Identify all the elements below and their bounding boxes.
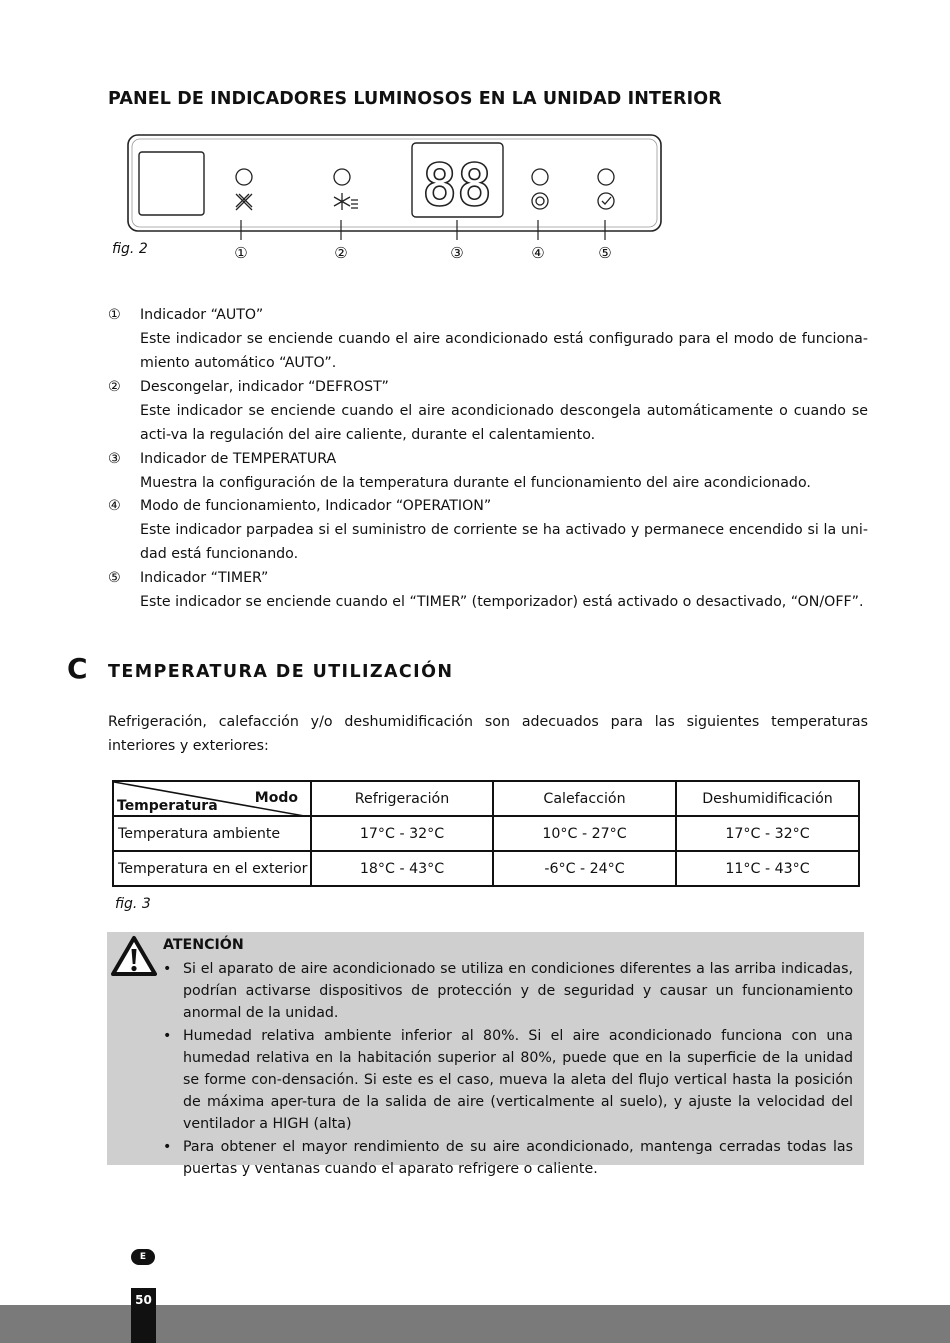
panel-outline (128, 135, 661, 231)
column-header: Deshumidificación (676, 781, 859, 816)
warning-item: • Si el aparato de aire acondicionado se utiliza en condiciones diferentes a las arriba indicadas, podrían activarse dispositivos de protección y de seguridad y causar un funcionamiento anormal de la unidad. (163, 958, 853, 1025)
table-cell: 18°C - 43°C (311, 851, 493, 886)
auto-icon (236, 194, 252, 210)
table-cell: 17°C - 32°C (311, 816, 493, 851)
warning-title: ATENCIÓN (163, 937, 244, 953)
warning-item: • Humedad relativa ambiente inferior al 80%. Si el aire acondicionado funciona con una humedad relativa en la habitación superior al 80%, puede que en la superficie de la unidad se forme con-densación. Si este es el caso, mueva la aleta del flujo vertical hasta la posición de máxima aper-tura de la salida de aire (verticalmente al suelo), y ajuste la velocidad del ventilador a HIGH (alta) (163, 1025, 853, 1136)
page-number: 50 (135, 1293, 152, 1307)
defrost-icon (334, 193, 358, 210)
callout-3: ③ (450, 244, 464, 262)
column-header: Calefacción (493, 781, 676, 816)
item-description: Este indicador se enciende cuando el aire acondicionado está configurado para el modo de funciona-miento automático “AUTO”. (140, 330, 868, 371)
callout-5: ⑤ (598, 244, 612, 262)
item-title: Indicador “TIMER” (140, 570, 269, 586)
bullet: • (163, 1027, 172, 1044)
defrost-led (334, 169, 350, 185)
bullet: • (163, 1138, 172, 1155)
item-number: ③ (108, 451, 121, 467)
timer-led (598, 169, 614, 185)
table-cell: 10°C - 27°C (493, 816, 676, 851)
table-corner-cell (113, 781, 311, 816)
table-cell: 17°C - 32°C (676, 816, 859, 851)
callout-2: ② (334, 244, 348, 262)
item-number: ⑤ (108, 570, 121, 586)
fig3-caption: fig. 3 (115, 896, 151, 912)
item-description: Muestra la configuración de la temperatura durante el funcionamiento del aire acondicionado. (140, 474, 811, 491)
corner-modo-label: Modo (254, 790, 298, 806)
warning-item: • Para obtener el mayor rendimiento de su aire acondicionado, mantenga cerradas todas las puertas y ventanas cuando el aparato refrigere o caliente. (163, 1136, 853, 1180)
temperature-table (112, 780, 860, 887)
item-title: Indicador de TEMPERATURA (140, 451, 337, 467)
indicator-item (108, 495, 868, 566)
warning-icon (111, 935, 157, 977)
bullet: • (163, 961, 172, 977)
item-title: Descongelar, indicador “DEFROST” (140, 379, 389, 395)
item-description: Este indicador parpadea si el suministro de corriente se ha activado y permanece encendido si la uni-dad está funcionando. (140, 521, 868, 562)
warning-list (163, 958, 853, 1180)
item-description: Este indicador se enciende cuando el aire acondicionado descongela automáticamente o cuando se acti-va la regulación del aire caliente, durante el calentamiento. (140, 402, 868, 443)
fig2-caption: fig. 2 (112, 241, 148, 257)
item-title: Modo de funcionamiento, Indicador “OPERATION” (140, 498, 492, 514)
operation-led (532, 169, 548, 185)
page-heading: PANEL DE INDICADORES LUMINOSOS EN LA UNIDAD INTERIOR (108, 89, 722, 109)
callout-4: ④ (531, 244, 545, 262)
item-title: Indicador “AUTO” (140, 307, 264, 323)
section-intro: Refrigeración, calefacción y/o deshumidificación son adecuados para las siguientes temperaturas interiores y exteriores: (108, 714, 868, 754)
item-number: ② (108, 379, 121, 395)
row-header: Temperatura en el exterior (113, 851, 311, 886)
indicator-panel-diagram (108, 130, 668, 270)
receiver-window (139, 152, 204, 215)
row-header: Temperatura ambiente (113, 816, 311, 851)
section-letter: C (67, 652, 88, 685)
table-row (113, 851, 859, 886)
item-description: Este indicador se enciende cuando el “TIMER” (temporizador) está activado o desactivado, “ON/OFF”. (140, 593, 864, 610)
column-header: Refrigeración (311, 781, 493, 816)
indicator-item (108, 567, 868, 615)
callout-1: ① (234, 244, 248, 262)
temperature-display-digits: 88 (422, 151, 492, 219)
corner-temperatura-label: Temperatura (117, 798, 218, 814)
operation-icon (532, 193, 548, 209)
item-number: ④ (108, 498, 121, 514)
language-badge: E (131, 1249, 155, 1265)
indicator-item (108, 304, 868, 375)
table-cell: 11°C - 43°C (676, 851, 859, 886)
table-row (113, 816, 859, 851)
indicator-item (108, 448, 868, 496)
table-cell: -6°C - 24°C (493, 851, 676, 886)
auto-led (236, 169, 252, 185)
timer-icon (598, 193, 614, 209)
section-title: TEMPERATURA DE UTILIZACIÓN (108, 662, 454, 682)
panel-inner-outline (132, 139, 657, 227)
indicator-item (108, 376, 868, 447)
item-number: ① (108, 307, 121, 323)
